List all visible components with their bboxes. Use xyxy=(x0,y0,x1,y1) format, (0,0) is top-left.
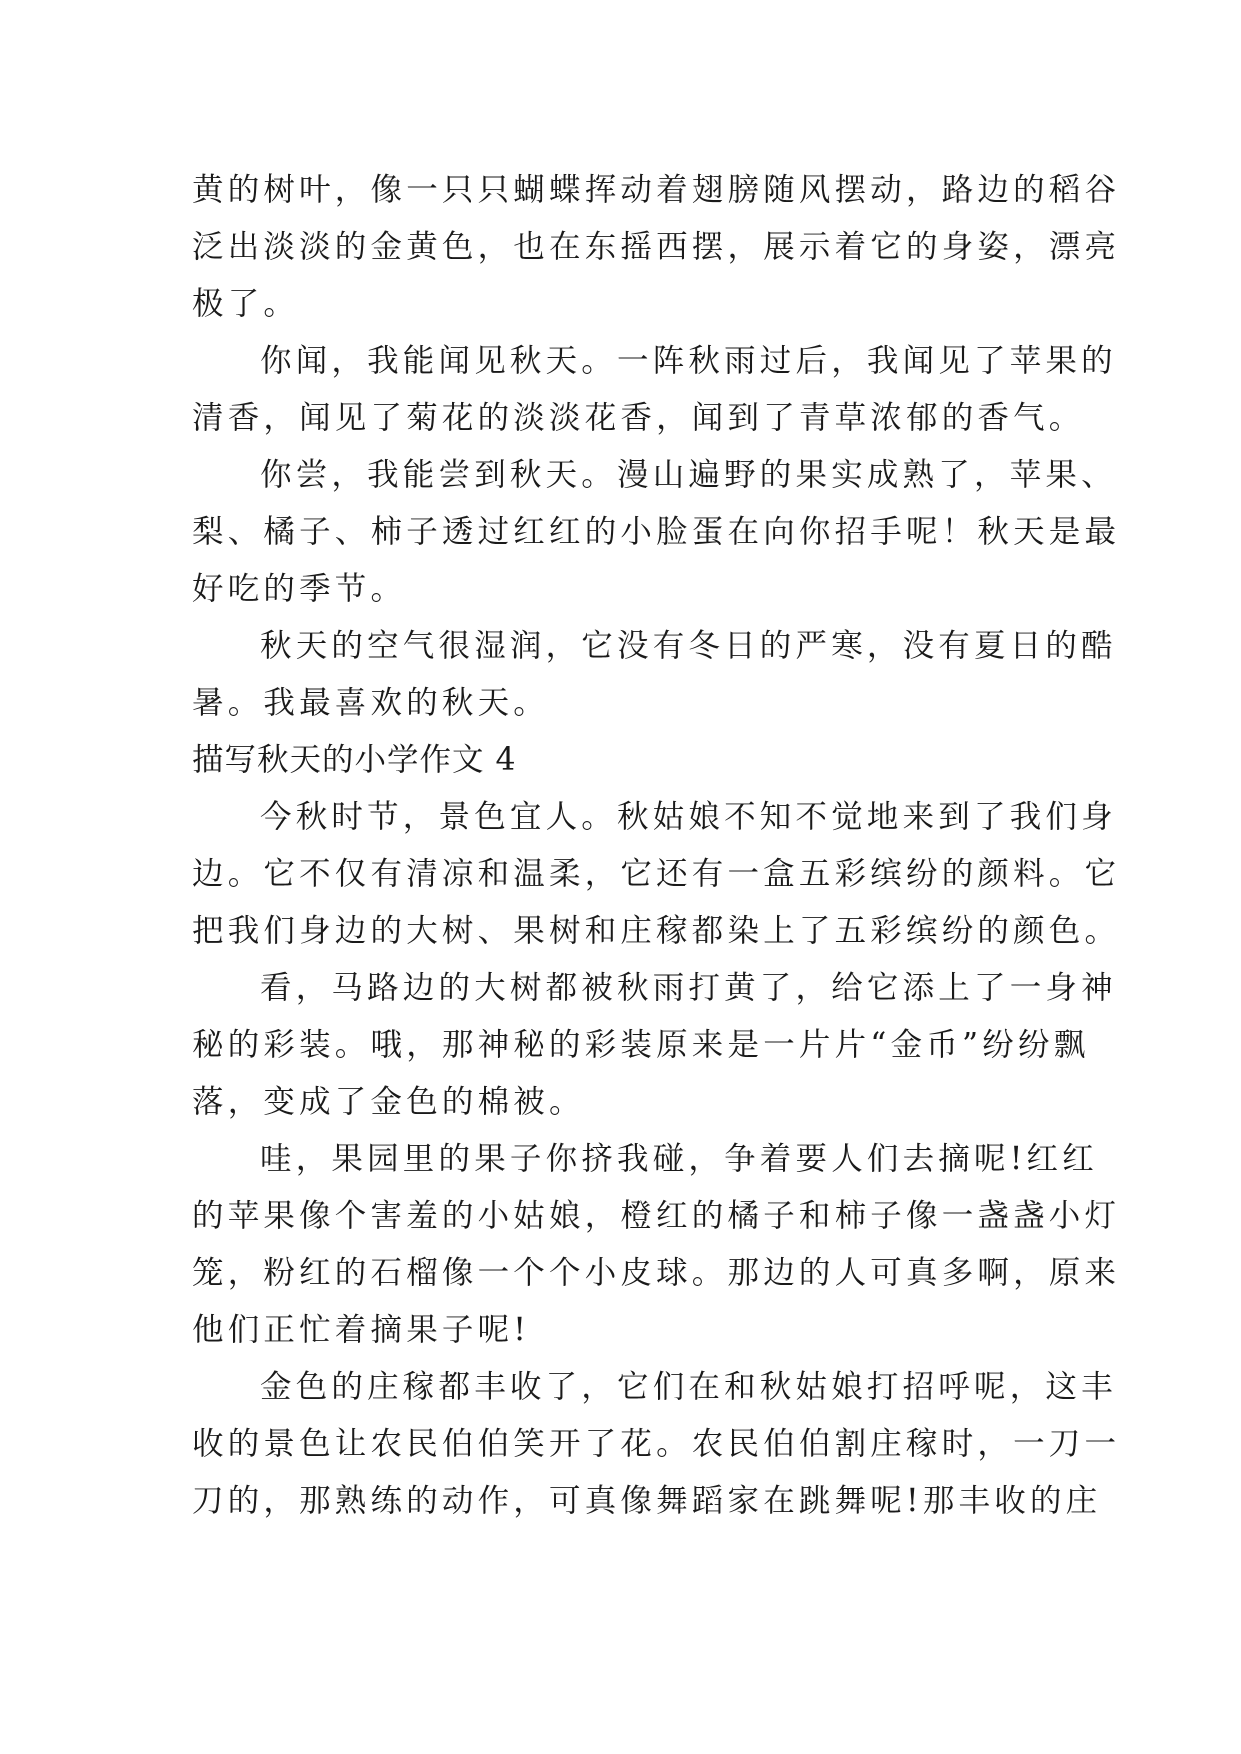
document-body xyxy=(192,162,1121,1530)
paragraph-start-line: 哇，果园里的果子你挤我碰，争着要人们去摘呢!红红 xyxy=(260,1141,1098,1177)
paragraph-start-line: 金色的庄稼都丰收了，它们在和秋姑娘打招呼呢，这丰 xyxy=(260,1369,1117,1405)
text-line: 把我们身边的大树、果树和庄稼都染上了五彩缤纷的颜色。 xyxy=(192,913,1121,949)
text-line: 清香，闻见了菊花的淡淡花香，闻到了青草浓郁的香气。 xyxy=(192,400,1085,436)
paragraph-start-line: 秋天的空气很湿润，它没有冬日的严寒，没有夏日的酷 xyxy=(260,628,1117,664)
text-line: 边。它不仅有清凉和温柔，它还有一盒五彩缤纷的颜料。它 xyxy=(192,856,1121,892)
text-line: 笼，粉红的石榴像一个个小皮球。那边的人可真多啊，原来 xyxy=(192,1255,1121,1291)
text-line: 他们正忙着摘果子呢! xyxy=(192,1312,531,1348)
text-line: 梨、橘子、柿子透过红红的小脸蛋在向你招手呢！秋天是最 xyxy=(192,514,1121,550)
text-line: 泛出淡淡的金黄色，也在东摇西摆，展示着它的身姿，漂亮 xyxy=(192,229,1121,265)
paragraph-start-line: 今秋时节，景色宜人。秋姑娘不知不觉地来到了我们身 xyxy=(260,799,1117,835)
text-line: 秘的彩装。哦，那神秘的彩装原来是一片片“金币”纷纷飘 xyxy=(192,1027,1090,1063)
text-line: 好吃的季节。 xyxy=(192,571,407,607)
text-line: 落，变成了金色的棉被。 xyxy=(192,1084,585,1120)
text-line: 黄的树叶，像一只只蝴蝶挥动着翅膀随风摆动，路边的稻谷 xyxy=(192,172,1121,208)
text-line: 刀的，那熟练的动作，可真像舞蹈家在跳舞呢!那丰收的庄 xyxy=(192,1483,1102,1519)
text-line: 收的景色让农民伯伯笑开了花。农民伯伯割庄稼时，一刀一 xyxy=(192,1426,1121,1462)
paragraph-start-line: 你闻，我能闻见秋天。一阵秋雨过后，我闻见了苹果的 xyxy=(260,343,1117,379)
paragraph-start-line: 看，马路边的大树都被秋雨打黄了，给它添上了一身神 xyxy=(260,970,1117,1006)
text-line: 的苹果像个害羞的小姑娘，橙红的橘子和柿子像一盏盏小灯 xyxy=(192,1198,1121,1234)
paragraph-start-line: 你尝，我能尝到秋天。漫山遍野的果实成熟了，苹果、 xyxy=(260,457,1117,493)
section-heading: 描写秋天的小学作文 4 xyxy=(192,742,517,778)
text-line: 暑。我最喜欢的秋天。 xyxy=(192,685,550,721)
text-line: 极了。 xyxy=(192,286,300,322)
